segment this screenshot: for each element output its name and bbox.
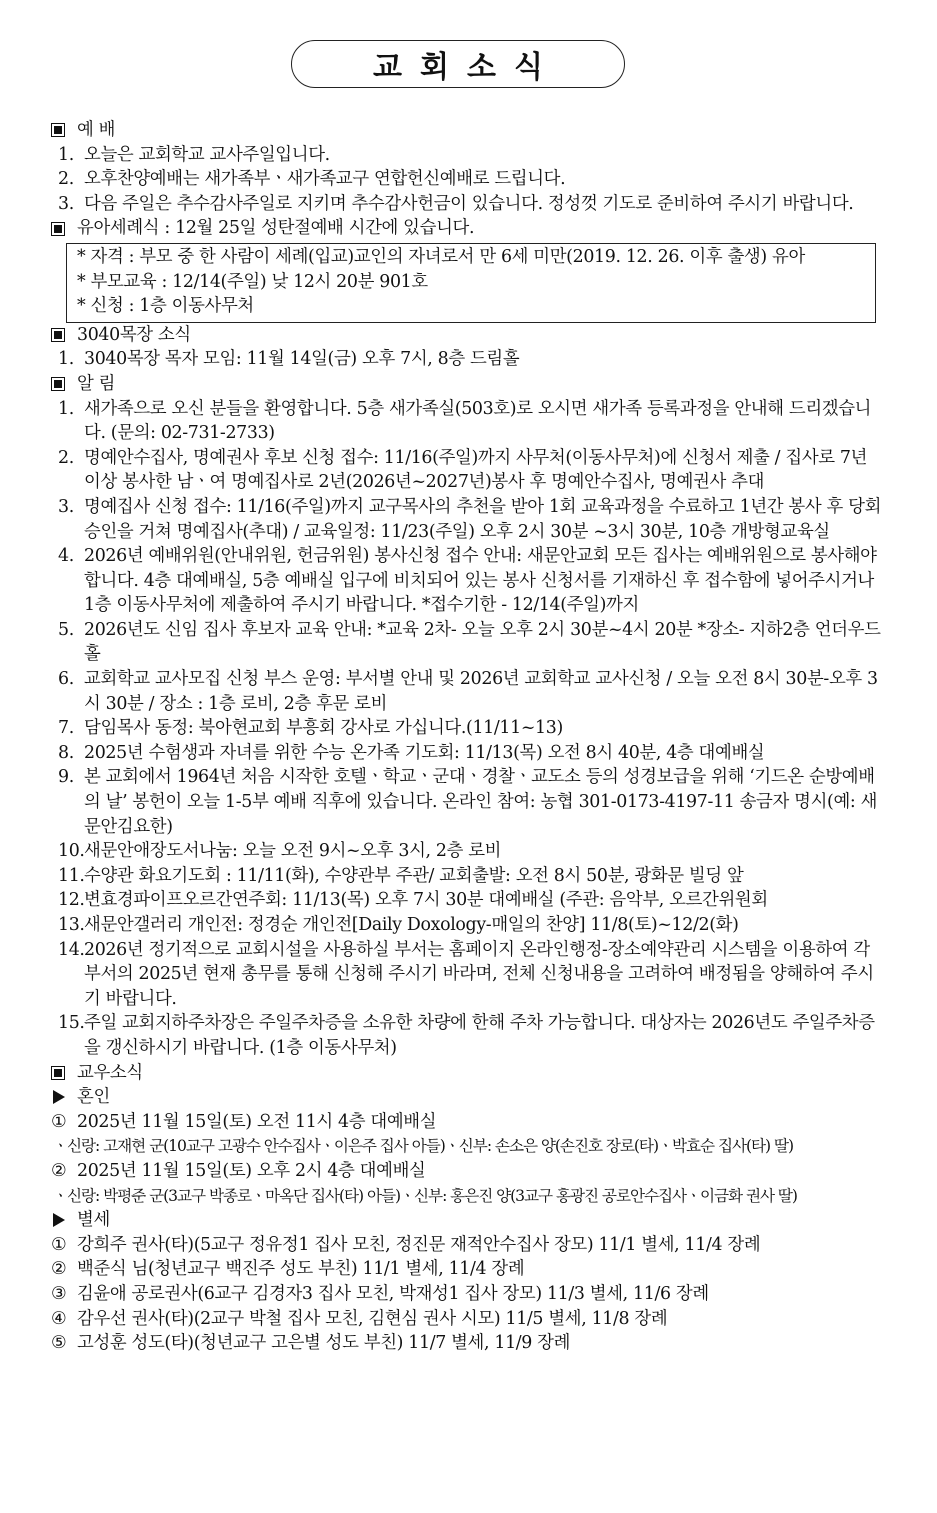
item-text: 새문안갤러리 개인전: 정경순 개인전[Daily Doxology-매일의 찬양] 11/8(토)~12/2(화) xyxy=(84,915,739,935)
item-text: 2026년 정기적으로 교회시설을 사용하실 부서는 홈페이지 온라인행정-장소예약관리 시스템을 이용하여 각 부서의 2025년 현재 총무를 통해 신청해 주시기 바라며, 전체 신청내용을 고려하여 배정됨을 양해하여 주시기 바랍니다. xyxy=(84,939,874,1009)
section-members-heading xyxy=(51,1061,886,1086)
item-text: 명예집사 신청 접수: 11/16(주일)까지 교구목사의 추천을 받아 1회 교육과정을 수료하고 1년간 봉사 후 당회승인을 거쳐 명예집사(추대) / 교육일정: 11/23(주일) 오후 2시 30분 ~3시 30분, 10층 개방형교육실 xyxy=(84,496,882,542)
list-item xyxy=(51,888,886,913)
item-number: 10. xyxy=(58,841,85,862)
entry-text: 감우선 권사(타)(2교구 박철 집사 모친, 김현심 권사 시모) 11/5 별세, 11/8 장례 xyxy=(77,1308,668,1329)
section-title: 교우소식 xyxy=(77,1062,143,1083)
entry-text: 김윤애 공로권사(6교구 김경자3 집사 모친, 박재성1 집사 장모) 11/3 별세, 11/6 장례 xyxy=(77,1283,709,1304)
item-number: 2. xyxy=(58,447,74,468)
item-number: 6. xyxy=(58,669,74,690)
section-worship-heading xyxy=(51,118,886,143)
entry-number: ② xyxy=(51,1160,67,1181)
item-text: 새가족으로 오신 분들을 환영합니다. 5층 새가족실(503호)로 오시면 새가족 등록과정을 안내해 드리겠습니다. (문의: 02-731-2733) xyxy=(84,398,872,444)
list-item xyxy=(51,1011,886,1060)
entry-text: 2025년 11월 15일(토) 오후 2시 4층 대예배실 xyxy=(77,1160,426,1181)
item-text: 수양관 화요기도회 : 11/11(화), 수양관부 주관/ 교회출발: 오전 8시 50분, 광화문 빌딩 앞 xyxy=(84,865,744,886)
item-number: 15. xyxy=(58,1013,85,1034)
funeral-entry xyxy=(51,1257,886,1282)
item-number: 7. xyxy=(58,718,74,739)
title-box xyxy=(291,40,625,88)
item-number: 4. xyxy=(58,546,74,567)
item-number: 12. xyxy=(58,890,85,911)
triangle-right-icon xyxy=(53,1090,65,1104)
list-item xyxy=(51,765,886,839)
list-item xyxy=(51,618,886,667)
item-number: 1. xyxy=(58,398,74,419)
section-title: 유아세례식 : 12월 25일 성탄절예배 시간에 있습니다. xyxy=(77,218,475,239)
wedding-entry xyxy=(51,1110,886,1135)
item-text: 2026년 예배위원(안내위원, 헌금위원) 봉사신청 접수 안내: 새문안교회 모든 집사는 예배위원으로 봉사해야 합니다. 4층 대예배실, 5층 예배실 입구에 비치되어 있는 봉사 신청서를 기재하신 후 접수함에 넣어주시거나 1층 이동사무처에 제출하여 주시기 바랍니다. *접수기한 - 12/14(주일)까지 xyxy=(84,546,877,616)
funeral-entry xyxy=(51,1307,886,1332)
list-item xyxy=(51,397,886,446)
item-text: 본 교회에서 1964년 처음 시작한 호텔ㆍ학교ㆍ군대ㆍ경찰ㆍ교도소 등의 성경보급을 위해 ‘기드온 순방예배의 날’ 봉헌이 오늘 1-5부 예배 직후에 있습니다. 온라인 참여: 농협 301-0173-4197-11 송금자 명시(예: 새문안김요한) xyxy=(84,767,878,837)
subsection-title: 혼인 xyxy=(77,1087,110,1108)
filled-square-icon xyxy=(51,222,65,236)
item-number: 9. xyxy=(58,767,74,788)
item-number: 1. xyxy=(58,144,74,165)
item-text: 주일 교회지하주차장은 주일주차증을 소유한 차량에 한해 주차 가능합니다. 대상자는 2026년도 주일주차증을 갱신하시기 바랍니다. (1층 이동사무처) xyxy=(84,1013,875,1058)
filled-square-icon xyxy=(51,328,65,342)
list-item xyxy=(51,167,886,192)
item-text: 오늘은 교회학교 교사주일입니다. xyxy=(84,144,330,165)
funeral-entry xyxy=(51,1331,886,1356)
item-text: 다음 주일은 추수감사주일로 지키며 추수감사헌금이 있습니다. 정성껏 기도로 준비하여 주시기 바랍니다. xyxy=(84,193,854,214)
item-number: 3. xyxy=(58,496,74,517)
entry-number: ① xyxy=(51,1111,67,1132)
item-number: 13. xyxy=(58,915,85,935)
list-item xyxy=(51,716,886,741)
list-item xyxy=(51,913,886,938)
item-text: 오후찬양예배는 새가족부ㆍ새가족교구 연합헌신예배로 드립니다. xyxy=(84,169,566,190)
list-item xyxy=(51,143,886,168)
item-text: 변효경파이프오르간연주회: 11/13(목) 오후 7시 30분 대예배실 (주관: 음악부, 오르간위원회 xyxy=(84,890,768,911)
wedding-detail: ㆍ신랑: 고재현 군(10교구 고광수 안수집사ㆍ이은주 집사 아들)ㆍ신부: 손소은 양(손진호 장로(타)ㆍ박효순 집사(타) 딸) xyxy=(53,1137,794,1156)
item-text: 2025년 수험생과 자녀를 위한 수능 온가족 기도회: 11/13(목) 오전 8시 40분, 4층 대예배실 xyxy=(84,742,765,763)
filled-square-icon xyxy=(51,123,65,137)
item-number: 8. xyxy=(58,742,74,763)
item-text: 교회학교 교사모집 신청 부스 운영: 부서별 안내 및 2026년 교회학교 교사신청 / 오늘 오전 8시 30분-오후 3시 30분 / 장소 : 1층 로비, 2층 후문 로비 xyxy=(84,669,878,714)
subsection-title: 별세 xyxy=(77,1210,110,1231)
list-item xyxy=(51,667,886,716)
list-item xyxy=(51,544,886,618)
wedding-detail: ㆍ신랑: 박평준 군(3교구 박종로ㆍ마옥단 집사(타) 아들)ㆍ신부: 홍은진 양(3교구 홍광진 공로안수집사ㆍ이금화 권사 딸) xyxy=(53,1186,797,1205)
item-text: 담임목사 동정: 북아현교회 부흥회 강사로 가십니다.(11/11~13) xyxy=(84,718,563,739)
list-item xyxy=(51,347,886,372)
entry-number: ⑤ xyxy=(51,1333,67,1354)
entry-number: ② xyxy=(51,1259,67,1280)
list-item xyxy=(51,495,886,544)
entry-number: ① xyxy=(51,1234,67,1255)
funeral-entry xyxy=(51,1233,886,1258)
baptism-detail: * 부모교육 : 12/14(주일) 낮 12시 20분 901호 xyxy=(77,271,428,292)
entry-number: ④ xyxy=(51,1308,67,1329)
funeral-entry xyxy=(51,1282,886,1307)
content xyxy=(51,118,886,1356)
triangle-right-icon xyxy=(53,1213,65,1227)
baptism-detail: * 자격 : 부모 중 한 사람이 세례(입교)교인의 자녀로서 만 6세 미만(2019. 12. 26. 이후 출생) 유아 xyxy=(77,246,805,267)
baptism-detail: * 신청 : 1층 이동사무처 xyxy=(77,296,254,317)
item-text: 3040목장 목자 모임: 11월 14일(금) 오후 7시, 8층 드림홀 xyxy=(84,349,520,370)
list-item xyxy=(51,192,886,217)
section-title: 3040목장 소식 xyxy=(77,324,191,345)
wedding-entry xyxy=(51,1159,886,1184)
entry-text: 백준식 님(청년교구 백진주 성도 부친) 11/1 별세, 11/4 장례 xyxy=(77,1259,525,1280)
entry-number: ③ xyxy=(51,1283,67,1304)
list-item xyxy=(51,446,886,495)
funeral-heading xyxy=(51,1208,886,1233)
item-number: 3. xyxy=(58,193,74,214)
entry-text: 강희주 권사(타)(5교구 정유정1 집사 모친, 정진문 재적안수집사 장모) 11/1 별세, 11/4 장례 xyxy=(77,1234,761,1255)
section-title: 알 림 xyxy=(77,373,116,394)
filled-square-icon xyxy=(51,377,65,391)
item-text: 2026년도 신임 집사 후보자 교육 안내: *교육 2차- 오늘 오후 2시 30분~4시 20분 *장소- 지하2층 언더우드홀 xyxy=(84,619,881,665)
section-baptism-heading xyxy=(51,216,886,241)
filled-square-icon xyxy=(51,1066,65,1080)
page-title: 교회소식 xyxy=(373,50,561,85)
list-item xyxy=(51,864,886,889)
section-notice-heading xyxy=(51,372,886,397)
section-title: 예 배 xyxy=(77,120,116,140)
baptism-details-box xyxy=(66,243,876,323)
item-number: 5. xyxy=(58,619,74,640)
section-mokjang-heading xyxy=(51,323,886,348)
entry-text: 2025년 11월 15일(토) 오전 11시 4층 대예배실 xyxy=(77,1111,437,1132)
item-number: 2. xyxy=(58,169,74,190)
list-item xyxy=(51,839,886,864)
list-item xyxy=(51,741,886,766)
item-text: 새문안애장도서나눔: 오늘 오전 9시~오후 3시, 2층 로비 xyxy=(84,841,502,862)
item-number: 11. xyxy=(58,865,85,886)
item-number: 1. xyxy=(58,349,74,370)
item-number: 14. xyxy=(58,939,85,960)
wedding-heading xyxy=(51,1085,886,1110)
entry-text: 고성훈 성도(타)(청년교구 고은별 성도 부친) 11/7 별세, 11/9 장례 xyxy=(77,1333,571,1354)
list-item xyxy=(51,938,886,1012)
item-text: 명예안수집사, 명예권사 후보 신청 접수: 11/16(주일)까지 사무처(이동사무처)에 신청서 제출 / 집사로 7년 이상 봉사한 남ㆍ여 명예집사로 2년(2026년~2027년)봉사 후 명예안수집사, 명예권사 추대 xyxy=(84,447,868,493)
